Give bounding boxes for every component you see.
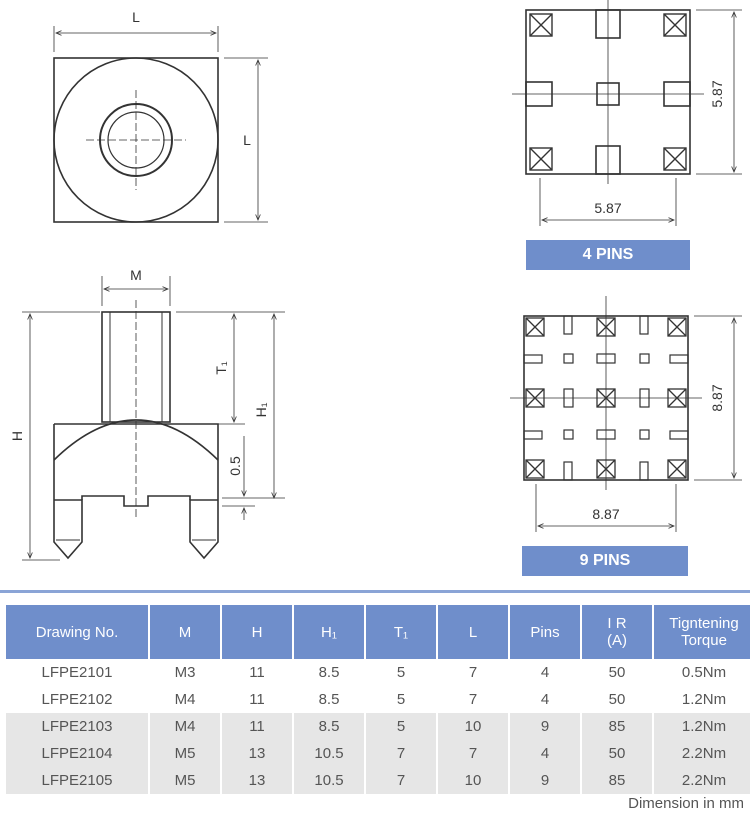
table-cell: 7 — [438, 740, 508, 767]
table-row — [6, 659, 750, 686]
table-cell: 10 — [438, 713, 508, 740]
table-cell: 7 — [468, 691, 478, 708]
table-header-row — [6, 605, 750, 659]
table-row — [6, 740, 750, 767]
table-cell: 10 — [438, 767, 508, 794]
table-cell: 4 — [540, 691, 550, 708]
table-cell: 8.5 — [318, 664, 340, 681]
table-cell: 9 — [510, 713, 580, 740]
top-view — [54, 26, 268, 222]
table-cell: 13 — [222, 740, 292, 767]
table-cell: 10.5 — [294, 767, 364, 794]
side-view — [22, 276, 285, 560]
dim-L-top: L — [132, 9, 140, 25]
spec-table — [4, 605, 750, 794]
table-cell: 11 — [222, 713, 292, 740]
table-cell: 9 — [510, 767, 580, 794]
column-header: M — [150, 605, 220, 659]
column-header: Pins — [510, 605, 580, 659]
table-cell: 13 — [222, 767, 292, 794]
table-cell: 1.2Nm — [681, 691, 727, 708]
dimension-note: Dimension in mm — [628, 795, 744, 812]
table-cell: 5 — [366, 713, 436, 740]
table-cell: 8.5 — [318, 691, 340, 708]
table-cell: 7 — [366, 740, 436, 767]
table-cell: LFPE2103 — [6, 713, 148, 740]
dim-gap: 0.5 — [227, 456, 243, 476]
dim-H1: H₁ — [253, 402, 269, 418]
table-cell: 2.2Nm — [654, 740, 750, 767]
column-header: Tigntening Torque — [654, 605, 750, 659]
dim-L-side: L — [243, 132, 251, 148]
dim-H: H — [9, 430, 25, 442]
table-cell: 1.2Nm — [654, 713, 750, 740]
dim-T1: T₁ — [213, 361, 229, 375]
table-cell: 7 — [366, 767, 436, 794]
table-cell: 2.2Nm — [654, 767, 750, 794]
table-cell: 11 — [249, 691, 265, 708]
table-cell: LFPE2105 — [6, 767, 148, 794]
table-cell: M4 — [150, 713, 220, 740]
table-cell: M5 — [150, 740, 220, 767]
four-pin-view — [512, 0, 742, 226]
nine-pins-label: 9 PINS — [522, 546, 688, 576]
table-row — [6, 767, 750, 794]
four-pins-label: 4 PINS — [526, 240, 690, 270]
table-cell: 50 — [582, 740, 652, 767]
column-header: T₁ — [366, 605, 436, 659]
table-cell: 4 — [510, 740, 580, 767]
table-cell: 0.5Nm — [681, 664, 727, 681]
column-header: Drawing No. — [6, 605, 148, 659]
table-row — [6, 713, 750, 740]
table-cell: 10.5 — [294, 740, 364, 767]
dim-9pin-h: 8.87 — [709, 384, 725, 412]
column-header: I R (A) — [582, 605, 652, 659]
dim-4pin-w: 5.87 — [594, 200, 622, 216]
dim-4pin-h: 5.87 — [709, 80, 725, 108]
table-cell: 8.5 — [294, 713, 364, 740]
table-cell: LFPE2104 — [6, 740, 148, 767]
table-cell: M5 — [150, 767, 220, 794]
table-cell: M4 — [174, 691, 196, 708]
dim-M: M — [130, 267, 142, 283]
table-cell: LFPE2102 — [41, 691, 113, 708]
column-header: L — [438, 605, 508, 659]
table-cell: 85 — [582, 767, 652, 794]
table-cell: 7 — [468, 664, 478, 681]
table-cell: 4 — [540, 664, 550, 681]
dim-9pin-w: 8.87 — [592, 506, 620, 522]
table-cell: 11 — [249, 664, 265, 681]
nine-pin-view — [510, 296, 742, 532]
table-cell: 5 — [396, 664, 406, 681]
table-cell: 5 — [396, 691, 406, 708]
table-divider — [0, 590, 750, 593]
table-cell: 50 — [608, 664, 626, 681]
table-cell: 85 — [582, 713, 652, 740]
column-header: H — [222, 605, 292, 659]
table-cell: M3 — [174, 664, 196, 681]
column-header: H₁ — [294, 605, 364, 659]
table-cell: LFPE2101 — [41, 664, 113, 681]
table-row — [6, 686, 750, 713]
table-cell: 50 — [608, 691, 626, 708]
